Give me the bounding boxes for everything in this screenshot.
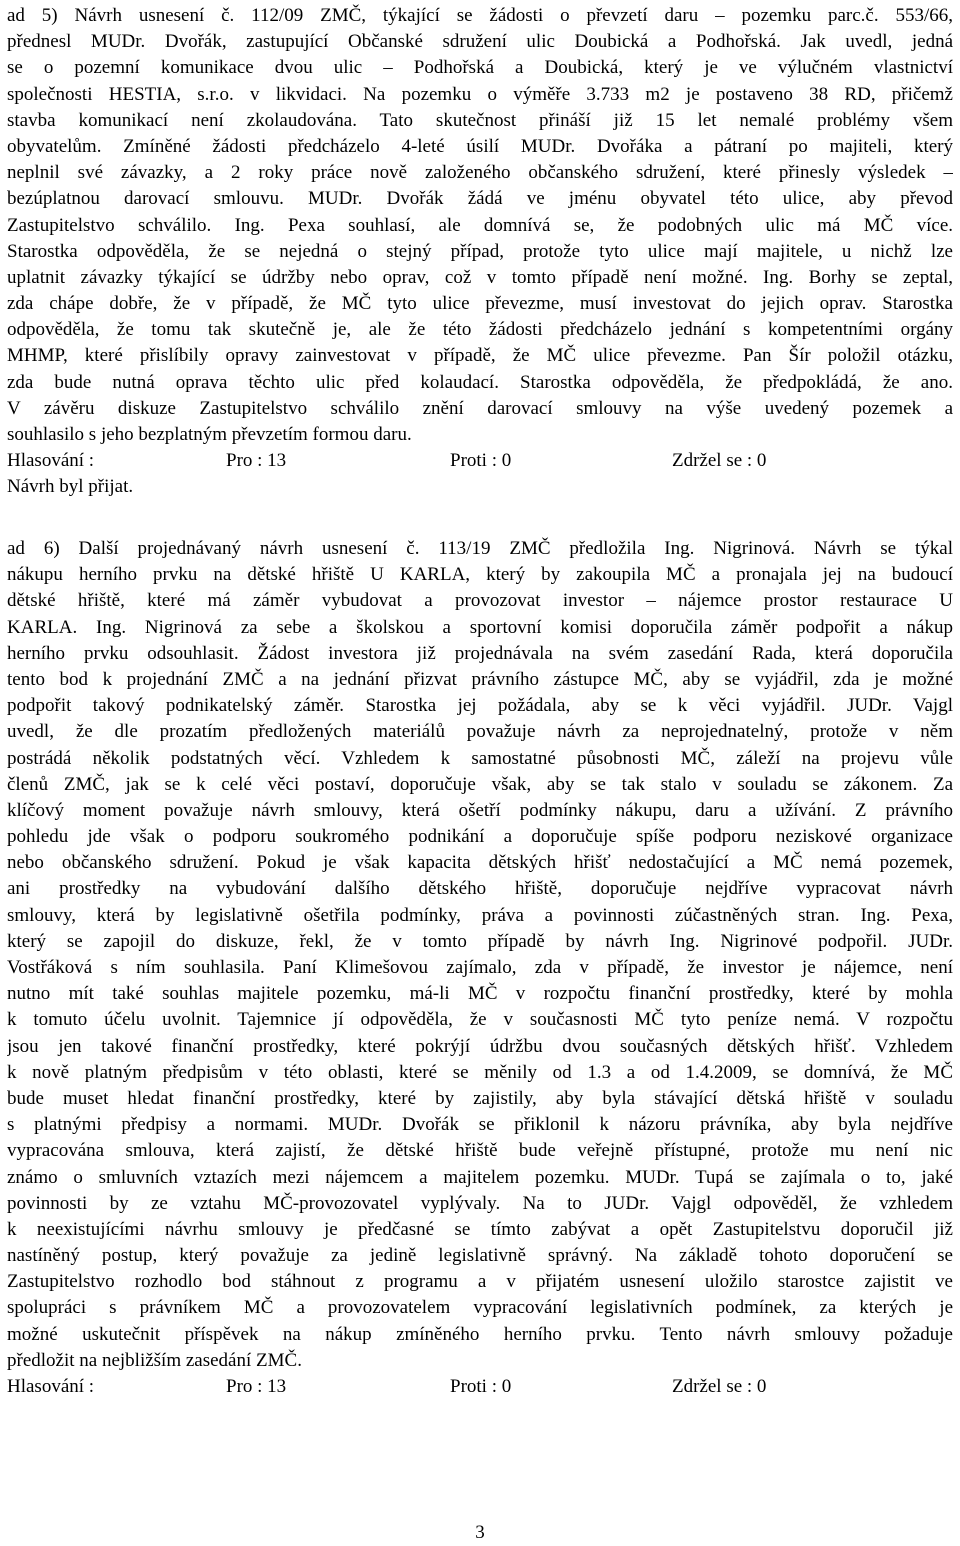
paragraph-line: uplatnit závazky týkající se údržby nebo oprav, což v tomto případě není možné. Ing. Borhy se zeptal,: [7, 266, 953, 288]
vote-zdrzel: Zdržel se : 0: [672, 450, 767, 472]
paragraph-line: k tomuto účelu uvolnit. Tajemnice jí odpověděla, že v současnosti MČ tyto peníze nemá. V rozpočtu: [7, 1009, 953, 1031]
paragraph-line: ad 6) Další projednávaný návrh usnesení č. 113/19 ZMČ předložila Ing. Nigrinová. Návrh se týkal: [7, 538, 953, 559]
vote-zdrzel: Zdržel se : 0: [672, 1376, 767, 1397]
paragraph-line: neplnil své závazky, a 2 roky práce nově založeného občanského sdružení, které přinesly výsledek –: [7, 162, 953, 184]
paragraph-line: předložit na nejbližším zasedání ZMČ.: [7, 1349, 302, 1371]
paragraph-line: známo o smluvních vztazích mezi nájemcem a majitelem pozemku. MUDr. Tupá se zajímala o to, jaké: [7, 1166, 953, 1188]
paragraph-line: přednesl MUDr. Dvořák, zastupující Občanské sdružení ulic Doubická a Podhořská. Jak uvedl, jedná: [7, 31, 953, 53]
vote-outcome: Návrh byl přijat.: [7, 476, 134, 498]
section-5-text: [7, 3, 953, 448]
paragraph-line: V závěru diskuze Zastupitelstvo schválilo znění darovací smlouvy na výše uvedený pozemek a: [7, 397, 953, 419]
paragraph-line: zda bude nutná oprava těchto ulic před kolaudací. Starostka odpověděla, že předpokládá, že ano.: [7, 371, 953, 393]
paragraph-line: členů ZMČ, jak se k celé věci postaví, doporučuje však, aby se tak stalo v souladu se zákonem. Za: [7, 773, 953, 795]
paragraph-line: souhlasilo s jeho bezplatným převzetím formou daru.: [7, 424, 412, 445]
paragraph-line: bezúplatnou darovací smlouvu. MUDr. Dvořák žádá ve jménu obyvatel této ulice, aby převod: [7, 188, 953, 210]
vote-proti: Proti : 0: [450, 450, 512, 472]
paragraph-line: nebo občanského sdružení. Pokud je však kapacita dětských hřišť nedostačující a MČ nemá pozemek,: [7, 852, 953, 874]
paragraph-line: možné uskutečnit příspěvek na nákup zmíněného herního prvku. Tento návrh smlouvy požaduje: [7, 1323, 953, 1345]
vote-proti: Proti : 0: [450, 1376, 512, 1397]
paragraph-line: Zastupitelstvo schválilo. Ing. Pexa souhlasí, ale domnívá se, že podobných ulic má MČ více.: [7, 214, 953, 236]
paragraph-line: dětské hřiště, které má záměr vybudovat a provozovat investor – nájemce prostor restaurace U: [7, 590, 953, 612]
paragraph-line: povinnosti by ze vztahu MČ-provozovatel vyplývaly. Na to JUDr. Vajgl odpověděl, že vzhledem: [7, 1192, 953, 1214]
paragraph-line: nastíněný postup, který považuje za jedině legislativně správný. Na základě tohoto doporučení se: [7, 1245, 953, 1267]
vote-pro: Pro : 13: [226, 1376, 287, 1397]
vote-label: Hlasování :: [7, 1376, 95, 1397]
paragraph-line: vypracována smlouva, která zajistí, že dětské hřiště bude veřejně přístupné, protože mu není nic: [7, 1140, 953, 1162]
section-6: [7, 536, 953, 1400]
vote-result-row: [7, 448, 953, 474]
paragraph-line: který se zapojil do diskuze, řekl, že v tomto případě by návrh Ing. Nigrinové podpořil. JUDr.: [7, 930, 953, 952]
paragraph-line: klíčový moment považuje návrh smlouvy, která ošetří podmínky nákupu, daru a užívání. Z právního: [7, 799, 953, 821]
paragraph-line: obyvatelům. Zmíněné žádosti předcházelo 4-leté úsilí MUDr. Dvořáka a pátraní po majiteli, který: [7, 135, 953, 157]
vote-result-row: [7, 1374, 953, 1400]
vote-pro: Pro : 13: [226, 450, 287, 472]
page-number: 3: [475, 1522, 485, 1543]
paragraph-line: postrádá několik podstatných věcí. Vzhledem k samostatné působnosti MČ, záleží na projevu vůle: [7, 747, 953, 769]
paragraph-line: nutno mít také souhlas majitele pozemku, má-li MČ v rozpočtu finanční prostředky, které by mohla: [7, 983, 953, 1005]
paragraph-line: se o pozemní komunikace dvou ulic – Podhořská a Doubická, který je ve výlučném vlastnictví: [7, 57, 953, 79]
paragraph-line: herního prvku odsouhlasit. Žádost investora již projednávala na svém zasedání Rada, která doporučila: [7, 642, 953, 664]
paragraph-line: nákupu herního prvku na dětské hřiště U KARLA, který by zakoupila MČ a pronajala jej na budoucí: [7, 564, 953, 586]
paragraph-line: Starostka odpověděla, že se nejedná o stejný případ, protože tyto ulice mají majitele, u nichž lze: [7, 240, 953, 262]
paragraph-line: zda chápe dobře, že v případě, že MČ tyto ulice převezme, musí investovat do jejich oprav. Starostka: [7, 293, 953, 315]
paragraph-line: KARLA. Ing. Nigrinová za sebe a školskou a sportovní komisi doporučila záměr podpořit a nákup: [7, 616, 953, 638]
paragraph-line: společnosti HESTIA, s.r.o. v likvidaci. Na pozemku o výměře 3.733 m2 je postaveno 38 RD, přičemž: [7, 83, 953, 105]
paragraph-line: jsou jen takové finanční prostředky, které pokrýjí údržbu dvou současných dětských hřišť. Vzhledem: [7, 1035, 953, 1057]
paragraph-line: k nově platným předpisům v této oblasti, které se měnily od 1.3 a od 1.4.2009, se domnívá, že MČ: [7, 1061, 953, 1083]
section-5: [7, 3, 953, 501]
paragraph-line: ani prostředky na vybudování dalšího dětského hřiště, doporučuje nejdříve vypracovat návrh: [7, 878, 953, 900]
paragraph-line: pohledu jde však o podporu soukromého podnikání a doporučuje spíše podporu neziskové organizace: [7, 826, 953, 848]
paragraph-line: bude muset hledat finanční prostředky, které by zajistily, aby byla stávající dětská hřiště v souladu: [7, 1087, 953, 1109]
paragraph-line: podpořit takový podnikatelský záměr. Starostka jej požádala, aby se k věci vyjádřil. JUDr. Vajgl: [7, 695, 953, 717]
paragraph-line: odpověděla, že tomu tak skutečně je, ale že této žádosti předcházelo jednání s kompetentními orgány: [7, 319, 953, 341]
paragraph-line: s platnými předpisy a normami. MUDr. Dvořák se přiklonil k názoru právníka, aby byla nejdříve: [7, 1114, 953, 1136]
paragraph-line: spolupráci s právníkem MČ a provozovatelem vypracování legislativních podmínek, za kterých je: [7, 1297, 953, 1319]
paragraph-line: uvedl, že dle prozatím předložených materiálů považuje návrh za neprojednatelný, protože v něm: [7, 721, 953, 743]
paragraph-line: Vostřáková s ním souhlasila. Paní Klimešovou zajímalo, zda v případě, že investor je nájemce, není: [7, 957, 953, 978]
paragraph-line: k neexistujícími návrhu smlouvy je předčasné se tímto zabývat a opět Zastupitelstvu doporučil již: [7, 1218, 953, 1240]
paragraph-line: smlouvy, která by legislativně ošetřila podmínky, práva a povinnosti zúčastněných stran. Ing. Pexa,: [7, 904, 953, 926]
paragraph-line: MHMP, které přislíbily opravy zainvestovat v případě, že MČ ulice převezme. Pan Šír položil otázku,: [7, 345, 953, 367]
paragraph-line: Zastupitelstvo rozhodlo bod stáhnout z programu a v přijatém usnesení uložilo starostce zajistit ve: [7, 1271, 953, 1293]
paragraph-line: stavba komunikací není zkolaudována. Tato skutečnost přináší již 15 let nemalé problémy všem: [7, 109, 953, 131]
section-6-text: [7, 536, 953, 1374]
paragraph-line: ad 5) Návrh usnesení č. 112/09 ZMČ, týkající se žádosti o převzetí daru – pozemku parc.č. 553/66,: [7, 5, 953, 26]
vote-label: Hlasování :: [7, 450, 95, 472]
paragraph-line: tento bod k projednání ZMČ a na jednání přizvat právního zástupce MČ, aby se vyjádřil, zda je možné: [7, 668, 953, 690]
